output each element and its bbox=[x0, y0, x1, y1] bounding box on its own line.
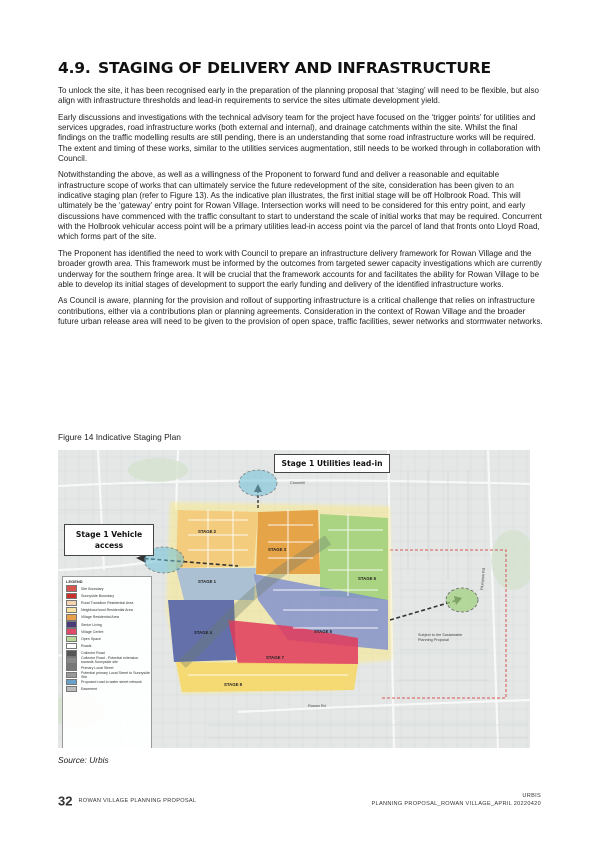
legend-item bbox=[63, 585, 151, 592]
footer-document-title: ROWAN VILLAGE PLANNING PROPOSAL bbox=[78, 797, 197, 804]
stage-areas bbox=[168, 510, 388, 692]
body-text bbox=[58, 86, 544, 333]
legend-swatch bbox=[66, 628, 77, 635]
stage-5-label: STAGE 5 bbox=[314, 629, 333, 634]
paragraph-5: As Council is aware, planning for the provision and rollout of supporting infrastructure is a critical challenge that relies on infrastructure contributions, either via a contributions plan or planning agreements. Consideration in the context of Rowan Village and the broader future urban release area will need to be given to the provision of open space, traffic facilities, sewer networks and stormwater networks. bbox=[58, 296, 543, 326]
legend-item bbox=[63, 621, 151, 628]
utilities-callout-text: Stage 1 Utilities lead-in bbox=[281, 459, 383, 468]
legend-label: Site Boundary bbox=[81, 586, 104, 591]
section-heading bbox=[58, 59, 491, 77]
legend-swatch bbox=[66, 621, 77, 628]
staging-plan-map bbox=[58, 450, 530, 748]
stage-7-label: STAGE 7 bbox=[266, 655, 285, 660]
legend-label: Easement bbox=[81, 687, 98, 692]
legend-item bbox=[63, 592, 151, 599]
legend-item bbox=[63, 671, 151, 678]
stage-8-label: STAGE 8 bbox=[224, 682, 243, 687]
paragraph-1: To unlock the site, it has been recognised early in the preparation of the planning proposal that ‘staging’ will need to be flexible, but also align with infrastructure thresholds and lead-in requirements to service the sites ultimate development yield. bbox=[58, 86, 540, 106]
legend-label: Potential primary Local Street to Sunnyside Site bbox=[81, 670, 150, 679]
legend-swatch bbox=[66, 585, 77, 592]
legend-label: Rural Transition Residential Area bbox=[81, 600, 134, 605]
legend-label: Village Residential Area bbox=[81, 615, 119, 620]
paragraph-4: The Proponent has identified the need to work with Council to prepare an infrastructure delivery framework for Rowan Village and the broader growth area. This framework must be informed by the outcomes from targeted sewer capacity investigations which are currently underway for the southern fringe area. It will be crucial that the framework accounts for and facilitates the ability for Rowan Village to be able to develop its initial stages of development to support the early funding and delivery of the identified infrastructure works. bbox=[58, 248, 542, 289]
legend-item bbox=[63, 678, 151, 685]
legend-label: Collector Road - Potential extension towards Sunnyside site bbox=[81, 656, 139, 665]
footer-left bbox=[58, 792, 196, 810]
legend-swatch bbox=[66, 636, 77, 643]
stage-3-label: STAGE 3 bbox=[268, 547, 287, 552]
legend-swatch bbox=[66, 600, 77, 607]
figure-caption: Figure 14 Indicative Staging Plan bbox=[58, 432, 181, 442]
legend-label: Primary Local Street bbox=[81, 665, 114, 670]
stage-6-area bbox=[320, 514, 388, 600]
legend-item bbox=[63, 686, 151, 693]
footer-company: URBIS bbox=[522, 793, 541, 799]
legend-item bbox=[63, 614, 151, 621]
legend-label: Village Centre bbox=[81, 629, 104, 634]
legend-swatch bbox=[66, 650, 77, 657]
legend-item bbox=[63, 657, 151, 664]
note-line-1: Subject to the Sustainable bbox=[418, 633, 463, 637]
legend-item bbox=[63, 643, 151, 650]
east-access-circle bbox=[446, 588, 478, 612]
legend-item bbox=[63, 635, 151, 642]
section-title: STAGING OF DELIVERY AND INFRASTRUCTURE bbox=[98, 59, 491, 77]
map-legend bbox=[62, 576, 152, 748]
legend-label: Open Space bbox=[81, 636, 101, 641]
legend-swatch bbox=[66, 643, 77, 650]
note-line-2: Planning Proposal bbox=[418, 638, 449, 642]
stage-2-label: STAGE 2 bbox=[198, 529, 217, 534]
page-number: 32 bbox=[58, 793, 73, 809]
legend-items bbox=[63, 585, 151, 693]
legend-label: Collector Road bbox=[81, 651, 105, 656]
legend-swatch bbox=[66, 593, 77, 600]
street-label-top: Churchill bbox=[290, 481, 305, 485]
stage-6-label: STAGE 6 bbox=[358, 576, 377, 581]
legend-label: Sunnyside Boundary bbox=[81, 593, 115, 598]
legend-label: Neighbourhood Residential Area bbox=[81, 608, 133, 613]
street-label-bottom: Rowan Rd bbox=[308, 704, 326, 708]
utilities-lead-in-circle bbox=[239, 470, 277, 496]
legend-swatch bbox=[66, 664, 77, 671]
figure-source: Source: Urbis bbox=[58, 755, 109, 765]
legend-swatch bbox=[66, 672, 77, 679]
stage-2-area bbox=[176, 510, 258, 568]
legend-item bbox=[63, 607, 151, 614]
vehicle-callout-line-2: access bbox=[94, 541, 124, 550]
legend-label: Senior Living bbox=[81, 622, 102, 627]
street-label-right: Plumpton Rd bbox=[480, 567, 486, 591]
legend-title: LEGEND bbox=[66, 579, 83, 584]
stage-4-label: STAGE 4 bbox=[194, 630, 213, 635]
footer-reference: PLANNING PROPOSAL_ROWAN VILLAGE_APRIL 20220420 bbox=[371, 801, 541, 807]
legend-label: Roads bbox=[81, 644, 92, 649]
footer-right bbox=[372, 792, 541, 808]
legend-swatch bbox=[66, 686, 77, 693]
legend-item bbox=[63, 628, 151, 635]
vehicle-callout-line-1: Stage 1 Vehicle bbox=[75, 530, 143, 539]
section-number: 4.9. bbox=[58, 59, 91, 77]
stage-1-label: STAGE 1 bbox=[198, 579, 217, 584]
legend-label: Proposed road to water street network bbox=[81, 680, 142, 685]
utilities-callout bbox=[274, 454, 390, 473]
legend-swatch bbox=[66, 607, 77, 614]
legend-item bbox=[63, 599, 151, 606]
stage-8-area bbox=[176, 662, 358, 692]
vehicle-access-callout bbox=[64, 524, 154, 556]
legend-swatch bbox=[66, 679, 77, 686]
legend-swatch bbox=[66, 614, 77, 621]
legend-swatch bbox=[66, 657, 77, 664]
paragraph-2: Early discussions and investigations with the technical advisory team for the project have focused on the ‘trigger points’ for utilities and services upgrades, road infrastructure works (both external and internal), and drainage catchments within the site. Whilst the final findings on the traffic modelling results are still pending, there is an understanding that some road infrastructure works will be required. The extent and timing of these works, similar to the utilities services augmentation, still needs to be worked through in collaboration with Council. bbox=[58, 112, 541, 164]
paragraph-3: Notwithstanding the above, as well as a willingness of the Proponent to forward fund and deliver a reasonable and equitable infrastructure scope of works that can ultimately service the future redevelopment of the site, consideration has been given to an indicative staging plan (refer to Figure 13). As the indicative plan illustrates, the first initial stage will be off Holbrook Road. This will ultimately be the ‘gateway’ entry point for Rowan Village. Intersection works will need to be considered for this entry point, and early discussions have commenced with the traffic consultant to start to understand the scale of initial works that may be required. Concurrent with the Holbrook vehicular access point will be a primary utilities lead-in access point via the parcel of land that fronts onto Lloyd Road, which forms part of the site. bbox=[58, 170, 542, 242]
